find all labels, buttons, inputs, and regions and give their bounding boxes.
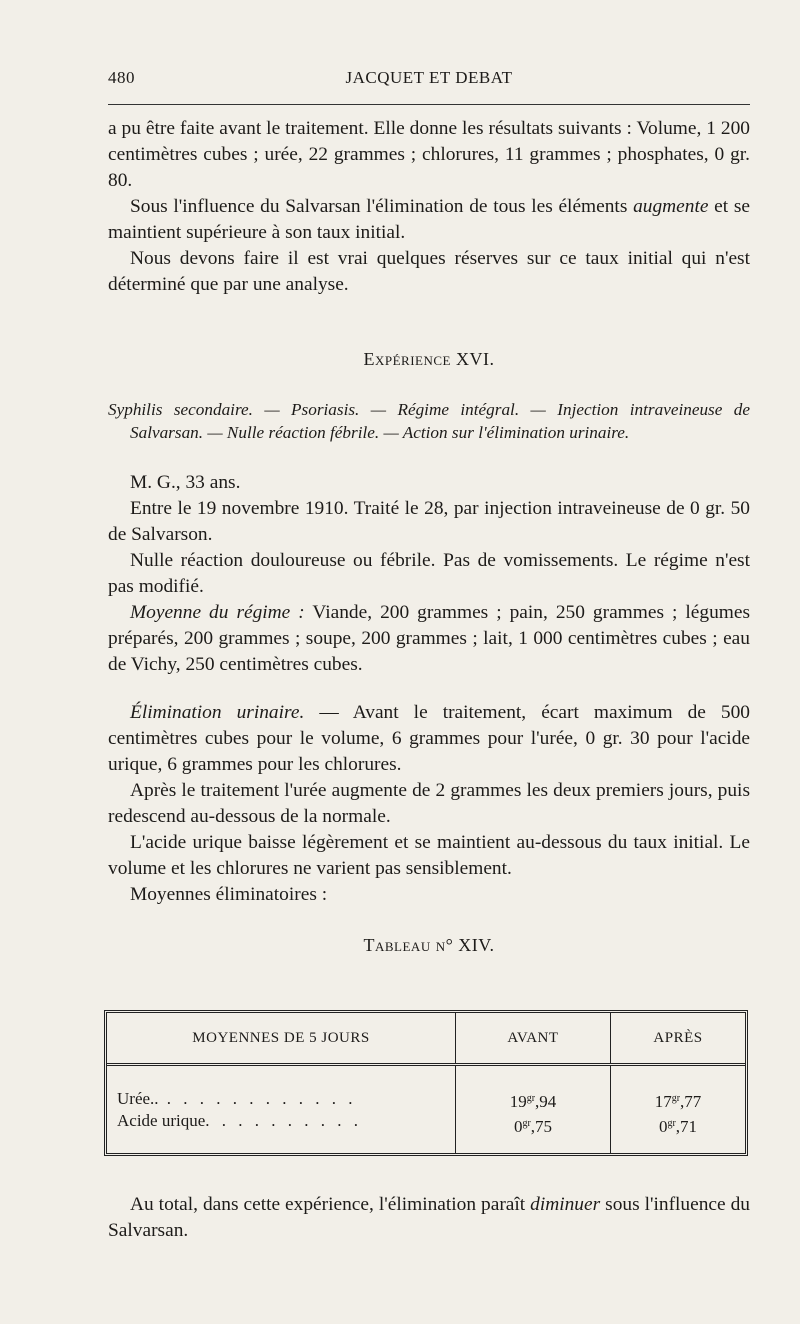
results-table [104,1010,748,1156]
intro-paragraph-2 [108,194,750,246]
elimination-paragraph-3: L'acide urique baisse légèrement et se maintient au-dessous du taux initial. Le volume et les chlorures ne varient pas sensiblement. [108,832,750,879]
conclusion-emphasis: diminuer [530,1194,601,1215]
value-int: 0 [658,1117,668,1136]
intro-p2-start: Sous l'influence du Salvarsan l'élimination de tous les éléments [130,196,634,217]
value-int: 0 [513,1117,523,1136]
experience-abstract: Syphilis secondaire. — Psoriasis. — Régime intégral. — Injection intraveineuse de Salvarsan. — Nulle réaction fébrile. — Action sur l'élimination urinaire. [108,400,750,442]
value-dec: ,77 [680,1092,702,1111]
header-period: MOYENNES DE 5 JOURS [107,1013,456,1065]
row-label-text: Acide urique [117,1111,206,1130]
row-label-text: Urée.. [117,1089,159,1108]
entry-paragraph: Entre le 19 novembre 1910. Traité le 28, par injection intraveineuse de 0 gr. 50 de Salvarson. [108,498,750,545]
table-body-row [107,1065,745,1154]
intro-p2-end: et se maintient supérieure à son taux initial. [108,196,750,243]
elimination-label: Élimination urinaire. [130,702,305,723]
conclusion-start: Au total, dans cette expérience, l'élimination paraît [130,1194,531,1215]
row-label-acide-urique [117,1110,454,1132]
value-unit: gr [667,1118,676,1129]
regime-paragraph [108,600,750,678]
running-header [108,68,750,90]
conclusion-paragraph [108,1192,750,1244]
page-number: 480 [108,68,135,87]
elimination-paragraph [108,700,750,778]
value-dec: ,71 [675,1117,698,1136]
value-unit: gr [526,1093,536,1104]
header-rule [108,104,750,105]
value-after-uree [612,1088,744,1113]
value-int: 19 [509,1092,527,1111]
before-values-cell [456,1065,611,1154]
running-title: JACQUET ET DEBAT [345,68,513,87]
table-caption: Tableau n° XIV. [363,935,495,955]
value-dec: ,94 [535,1092,557,1111]
patient-line: M. G., 33 ans. [130,472,241,493]
value-dec: ,75 [530,1117,553,1136]
row-leader: . . . . . . . . . . . . [158,1089,357,1108]
labels-cell [107,1065,456,1154]
after-values-cell [611,1065,746,1154]
row-label-uree [117,1088,454,1110]
reaction-paragraph: Nulle réaction douloureuse ou fébrile. Pas de vomissements. Le régime n'est pas modifié. [108,550,750,597]
conclusion-end: sous l'influence du Salvarsan. [108,1194,750,1241]
elimination-paragraph-2: Après le traitement l'urée augmente de 2 grammes les deux premiers jours, puis redescend au-dessous de la normale. [108,780,750,827]
regime-text: Viande, 200 grammes ; pain, 250 grammes ; légumes préparés, 200 grammes ; soupe, 200 grammes ; lait, 1 000 centimètres cubes ; eau de Vichy, 250 centimètres cubes. [108,602,750,675]
intro-p2-emphasis: augmente [633,196,709,217]
header-after: APRÈS [611,1013,746,1065]
value-after-acide [612,1113,744,1138]
table-header-row [107,1013,745,1065]
regime-label: Moyenne du régime : [130,602,305,623]
elimination-text: — Avant le traitement, écart maximum de 500 centimètres cubes pour le volume, 6 grammes pour l'urée, 0 gr. 30 pour l'acide urique, 6 grammes pour les chlorures. [108,702,750,775]
value-unit: gr [671,1093,681,1104]
table-grid [107,1013,745,1153]
intro-paragraph-1: a pu être faite avant le traitement. Elle donne les résultats suivants : Volume, 1 200 centimètres cubes ; urée, 22 grammes ; chlorures, 11 grammes ; phosphates, 0 gr. 80. [108,118,750,191]
value-before-acide [457,1113,609,1138]
intro-paragraph-3: Nous devons faire il est vrai quelques réserves sur ce taux initial qui n'est déterminé que par une analyse. [108,248,750,295]
header-before: AVANT [456,1013,611,1065]
experience-heading: Expérience XVI. [363,349,495,369]
value-before-uree [457,1088,609,1113]
conclusion [108,1192,750,1244]
main-text [108,116,750,958]
value-int: 17 [654,1092,672,1111]
row-leader: . . . . . . . . . . [205,1111,363,1130]
value-unit: gr [522,1118,531,1129]
elimination-paragraph-4: Moyennes éliminatoires : [130,884,328,905]
